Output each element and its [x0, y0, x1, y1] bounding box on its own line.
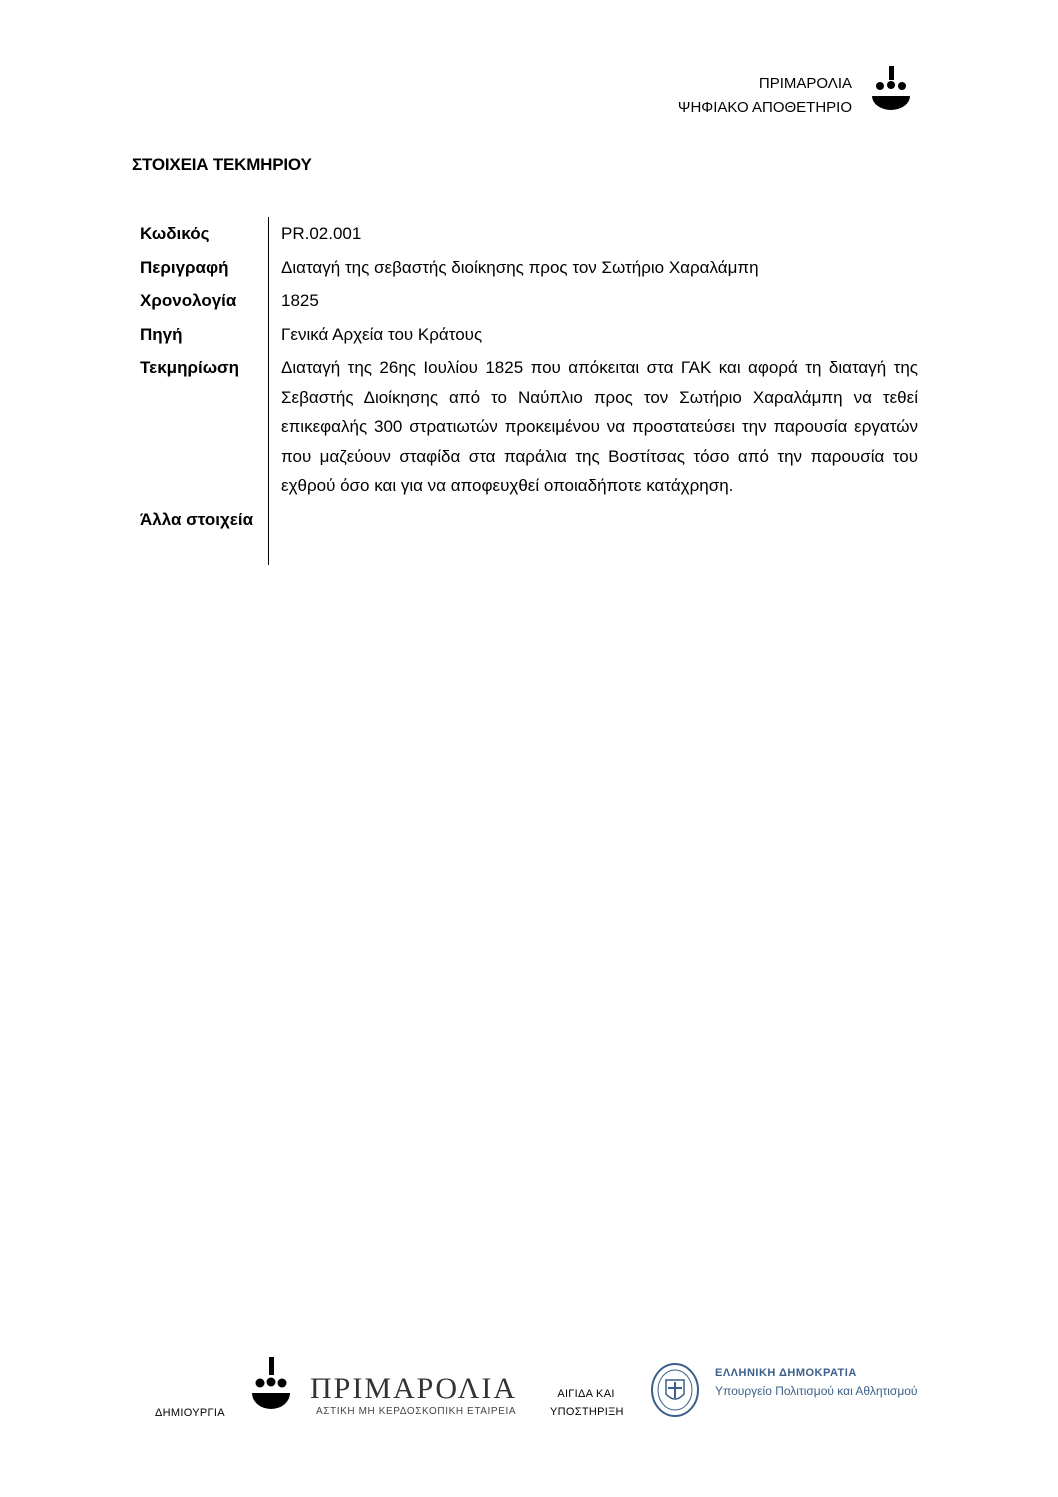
record-metadata-table: [132, 217, 918, 565]
section-title: ΣΤΟΙΧΕΙΑ ΤΕΚΜΗΡΙΟΥ: [132, 155, 312, 174]
code-label: Κωδικός: [140, 224, 210, 243]
date-value: 1825: [269, 284, 919, 318]
record-row-other: [132, 503, 918, 565]
support-label-line1: ΑΙΓΙΔΑ ΚΑΙ: [557, 1388, 615, 1400]
ministry-title: ΕΛΛΗΝΙΚΗ ΔΗΜΟΚΡΑΤΙΑ: [715, 1367, 857, 1379]
record-row-documentation: [132, 351, 918, 503]
date-label: Χρονολογία: [140, 291, 237, 310]
other-value: [269, 503, 919, 565]
footer-org-subtitle: ΑΣΤΙΚΗ ΜΗ ΚΕΡΔΟΣΚΟΠΙΚΗ ΕΤΑΙΡΕΙΑ: [316, 1406, 517, 1417]
footer-support-label: [550, 1385, 622, 1421]
description-value: Διαταγή της σεβαστής διοίκησης προς τον Σωτήριο Χαραλάμπη: [269, 251, 919, 285]
description-label: Περιγραφή: [140, 257, 229, 277]
record-row-description: [132, 251, 918, 285]
primarolia-ship-logo-icon: [250, 1357, 292, 1413]
ministry-subtitle: Υπουργείο Πολιτισμού και Αθλητισμού: [715, 1384, 918, 1398]
code-value: PR.02.001: [269, 217, 919, 251]
source-value: Γενικά Αρχεία του Κράτους: [269, 318, 919, 352]
record-row-date: [132, 284, 918, 318]
primarolia-ship-logo-icon: [870, 66, 912, 114]
record-row-code: [132, 217, 918, 251]
footer-org-name: ΠΡΙΜΑΡΟΛΙΑ: [310, 1372, 518, 1405]
header-repository-title: [678, 72, 852, 120]
record-row-source: [132, 318, 918, 352]
documentation-label: Τεκμηρίωση: [140, 358, 240, 377]
support-label-line2: ΥΠΟΣΤΗΡΙΞΗ: [550, 1406, 624, 1418]
greek-coat-of-arms-seal-icon: [650, 1362, 700, 1418]
header-repository-name: ΨΗΦΙΑΚΟ ΑΠΟΘΕΤΗΡΙΟ: [677, 99, 852, 116]
header-org-name: ΠΡΙΜΑΡΟΛΙΑ: [758, 75, 852, 92]
source-label: Πηγή: [140, 324, 183, 344]
other-label: Άλλα στοιχεία: [140, 509, 254, 529]
footer-creation-label: ΔΗΜΙΟΥΡΓΙΑ: [155, 1407, 225, 1419]
documentation-value: Διαταγή της 26ης Ιουλίου 1825 που απόκειται στα ΓΑΚ και αφορά τη διαταγή της Σεβαστής Διοίκησης από το Ναύπλιο προς τον Σωτήριο Χαραλάμπη να τεθεί επικεφαλής 300 στρατιωτών προκειμένου να προστατεύσει την παρουσία εργατών που μαζεύουν σταφίδα στα παράλια της Βοστίτσας τόσο από την παρουσία του εχθρού όσο και για να αποφευχθεί οποιαδήποτε κατάχρηση.: [269, 351, 919, 503]
